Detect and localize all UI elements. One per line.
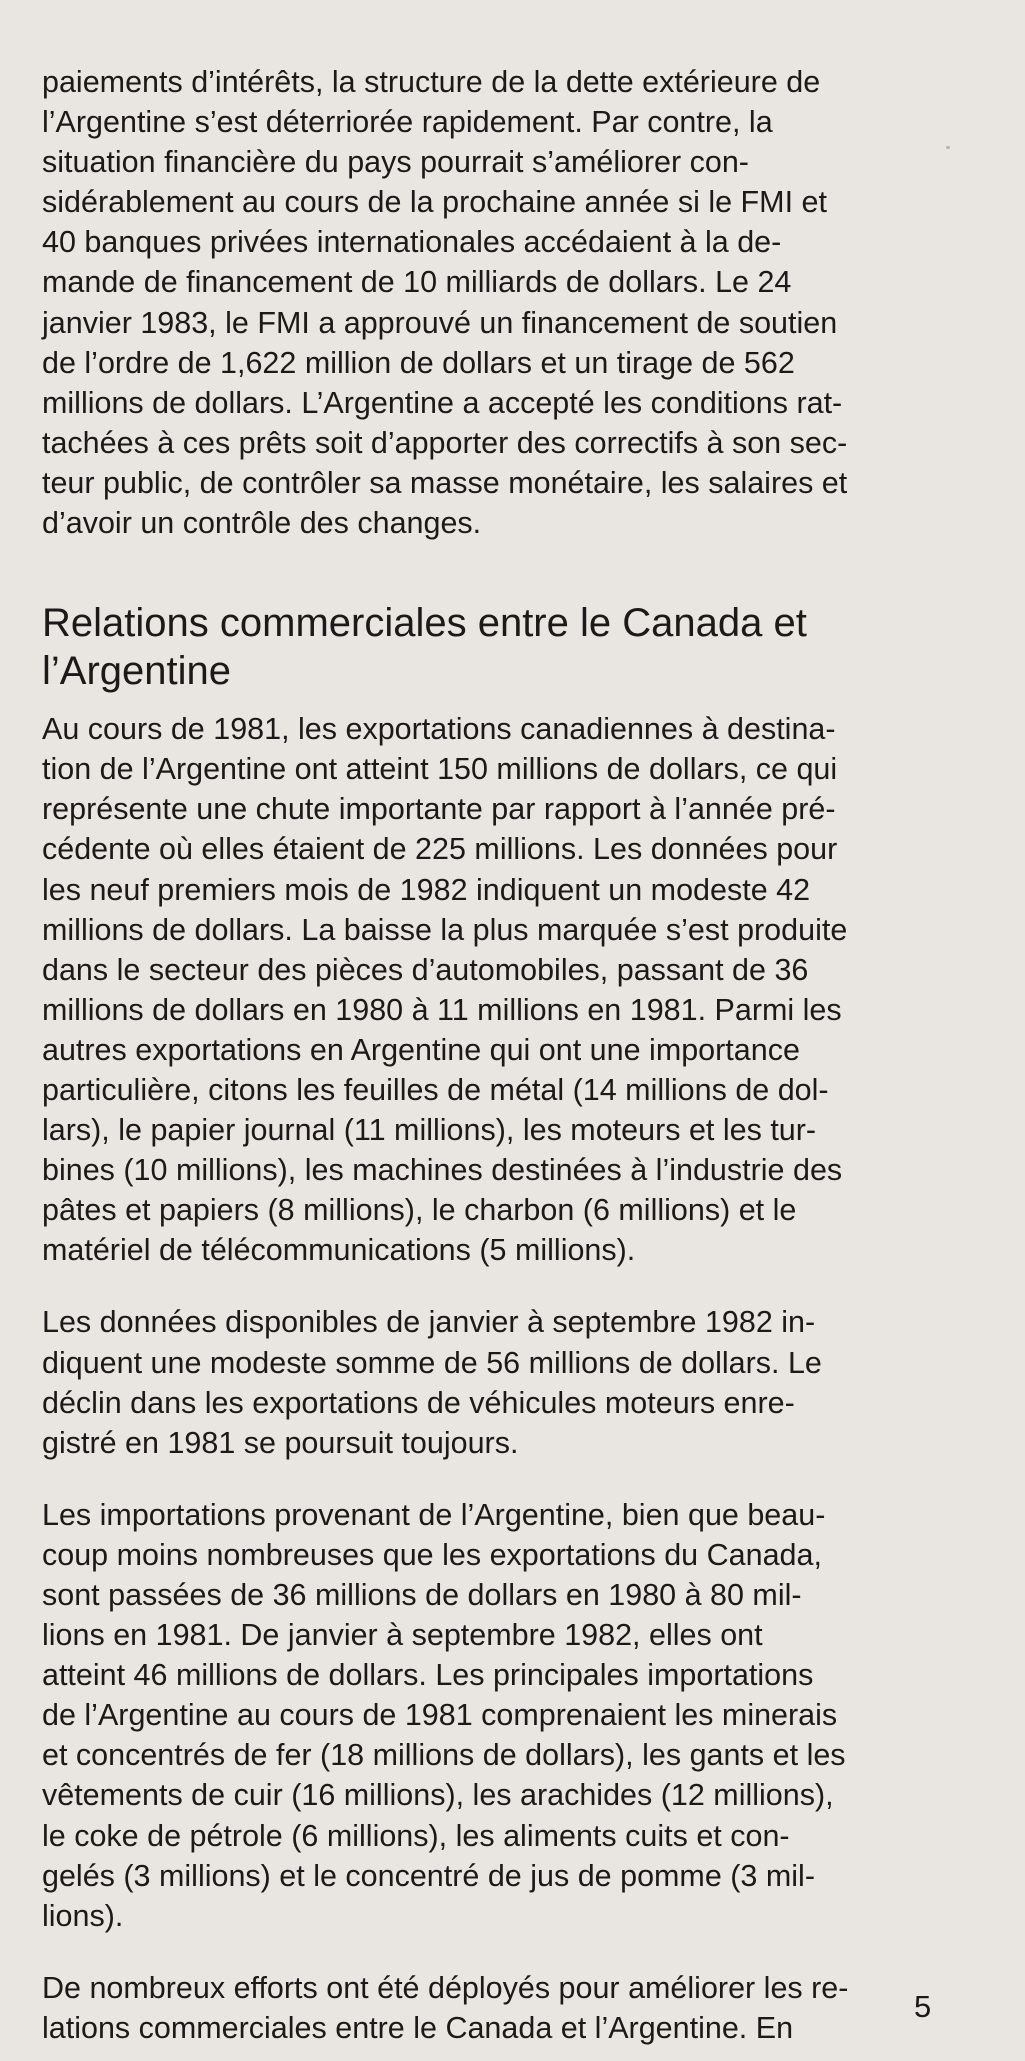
text-line: l’Argentine s’est déterriorée rapidement. Par contre, la [42, 105, 773, 140]
text-line: matériel de télécommunications (5 millions). [42, 1233, 636, 1268]
text-line: lations commerciales entre le Canada et l’Argentine. En [42, 2010, 794, 2045]
text-line: le coke de pétrole (6 millions), les aliments cuits et con- [42, 1818, 790, 1853]
text-line: lions). [42, 1898, 124, 1933]
text-line: gistré en 1981 se poursuit toujours. [42, 1425, 519, 1460]
text-line: diquent une modeste somme de 56 millions de dollars. Le [42, 1345, 822, 1380]
text-line: teur public, de contrôler sa masse monétaire, les salaires et [42, 465, 848, 500]
paragraph-spacer [42, 1270, 962, 1302]
document-page [42, 62, 962, 2048]
text-line: tion de l’Argentine ont atteint 150 millions de dollars, ce qui [42, 752, 838, 787]
text-line: situation financière du pays pourrait s’améliorer con- [42, 145, 749, 180]
text-line: Les importations provenant de l’Argentine, bien que beau- [42, 1497, 826, 1532]
text-line: dans le secteur des pièces d’automobiles, passant de 36 [42, 952, 809, 987]
text-line: autres exportations en Argentine qui ont une importance [42, 1032, 800, 1067]
page-number: 5 [914, 1989, 932, 2024]
heading-line: Relations commerciales entre le Canada et [42, 601, 807, 646]
text-line: bines (10 millions), les machines destinées à l’industrie des [42, 1153, 843, 1188]
paragraph-imports [42, 1495, 962, 1936]
text-line: atteint 46 millions de dollars. Les principales importations [42, 1658, 814, 1693]
text-line: les neuf premiers mois de 1982 indiquent un modeste 42 [42, 872, 811, 907]
text-line: gelés (3 millions) et le concentré de jus de pomme (3 mil- [42, 1858, 815, 1893]
text-line: particulière, citons les feuilles de métal (14 millions de dol- [42, 1072, 829, 1107]
text-line: et concentrés de fer (18 millions de dollars), les gants et les [42, 1738, 846, 1773]
text-line: coup moins nombreuses que les exportations du Canada, [42, 1537, 822, 1572]
text-line: de l’Argentine au cours de 1981 comprenaient les minerais [42, 1698, 838, 1733]
paragraph-exports-1981 [42, 709, 962, 1270]
text-line: lions en 1981. De janvier à septembre 1982, elles ont [42, 1618, 763, 1653]
paragraph-debt-structure [42, 62, 962, 543]
text-line: de l’ordre de 1,622 million de dollars et un tirage de 562 [42, 345, 795, 380]
text-line: janvier 1983, le FMI a approuvé un financement de soutien [42, 305, 838, 340]
paragraph-exports-1982 [42, 1302, 962, 1462]
text-line: tachées à ces prêts soit d’apporter des correctifs à son sec- [42, 425, 848, 460]
text-line: d’avoir un contrôle des changes. [42, 506, 482, 541]
paragraph-spacer [42, 1936, 962, 1968]
text-line: 40 banques privées internationales accédaient à la de- [42, 225, 782, 260]
text-line: sont passées de 36 millions de dollars en 1980 à 80 mil- [42, 1578, 802, 1612]
text-line: pâtes et papiers (8 millions), le charbon (6 millions) et le [42, 1193, 797, 1228]
text-line: représente une chute importante par rapport à l’année pré- [42, 792, 836, 827]
text-line: sidérablement au cours de la prochaine année si le FMI et [42, 185, 827, 220]
heading-line: l’Argentine [42, 649, 232, 694]
text-line: mande de financement de 10 milliards de dollars. Le 24 [42, 265, 792, 300]
text-line: vêtements de cuir (16 millions), les arachides (12 millions), [42, 1778, 834, 1813]
text-line: millions de dollars. L’Argentine a accepté les conditions rat- [42, 385, 843, 420]
text-line: De nombreux efforts ont été déployés pour améliorer les re- [42, 1970, 849, 2005]
text-line: Au cours de 1981, les exportations canadiennes à destina- [42, 712, 836, 747]
text-line: déclin dans les exportations de véhicules moteurs enre- [42, 1385, 795, 1420]
text-line: paiements d’intérêts, la structure de la dette extérieure de [42, 65, 821, 99]
text-line: Les données disponibles de janvier à septembre 1982 in- [42, 1305, 816, 1340]
text-line: millions de dollars en 1980 à 11 millions en 1981. Parmi les [42, 992, 842, 1027]
paragraph-spacer [42, 1463, 962, 1495]
text-line: millions de dollars. La baisse la plus marquée s’est produite [42, 912, 848, 947]
text-line: lars), le papier journal (11 millions), les moteurs et les tur- [42, 1113, 817, 1148]
text-line: cédente où elles étaient de 225 millions. Les données pour [42, 832, 838, 867]
section-heading [42, 599, 962, 695]
paragraph-trade-efforts [42, 1968, 962, 2048]
